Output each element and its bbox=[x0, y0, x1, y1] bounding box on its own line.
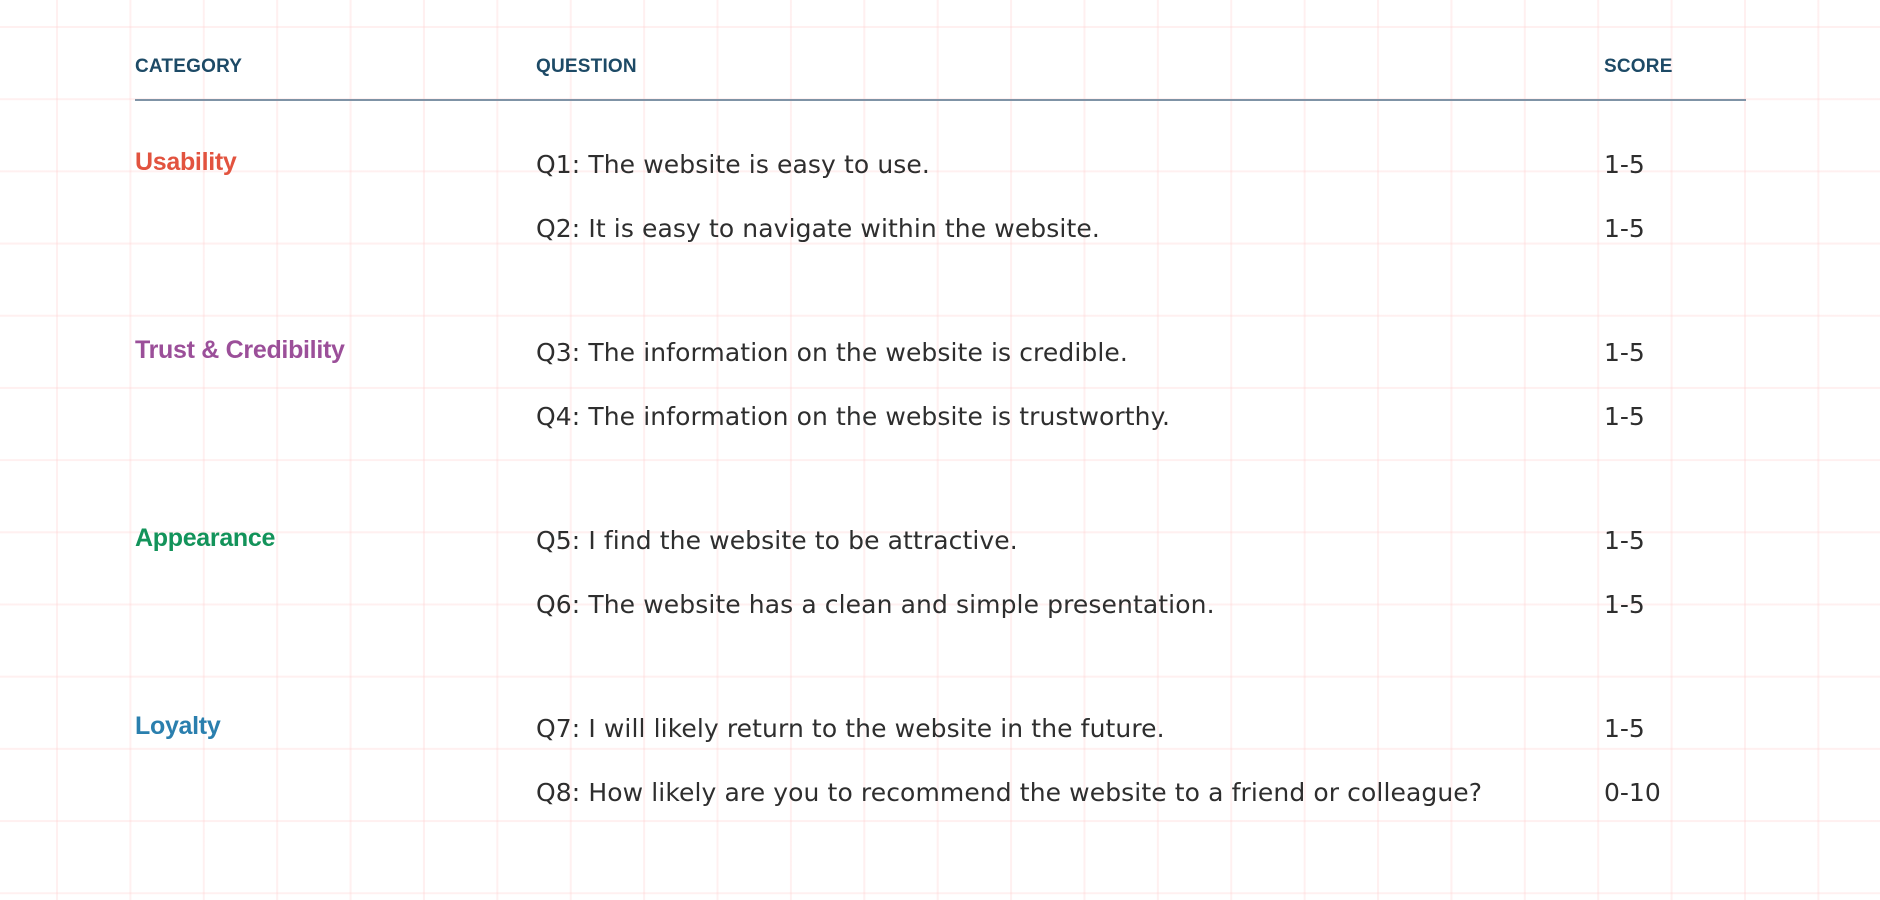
score-range: 1-5 bbox=[1604, 714, 1645, 743]
column-header-score: SCORE bbox=[1604, 56, 1673, 77]
category-section-loyalty bbox=[135, 712, 1746, 900]
table-row bbox=[135, 714, 1746, 748]
column-header-question: QUESTION bbox=[536, 56, 637, 77]
category-label: Trust & Credibility bbox=[135, 336, 345, 364]
table-row bbox=[135, 402, 1746, 436]
column-header-category: CATEGORY bbox=[135, 56, 243, 77]
table-header bbox=[135, 0, 1746, 101]
question-text: Q7: I will likely return to the website in the future. bbox=[536, 714, 1165, 743]
table-row bbox=[135, 150, 1746, 184]
question-text: Q1: The website is easy to use. bbox=[536, 150, 930, 179]
category-section-usability bbox=[135, 148, 1746, 336]
category-section-trust-credibility bbox=[135, 336, 1746, 524]
question-text: Q3: The information on the website is credible. bbox=[536, 338, 1128, 367]
score-range: 1-5 bbox=[1604, 150, 1645, 179]
score-range: 0-10 bbox=[1604, 778, 1661, 807]
score-range: 1-5 bbox=[1604, 590, 1645, 619]
category-label: Appearance bbox=[135, 524, 276, 552]
category-label: Usability bbox=[135, 148, 237, 176]
category-section-appearance bbox=[135, 524, 1746, 712]
question-text: Q4: The information on the website is trustworthy. bbox=[536, 402, 1171, 431]
question-text: Q2: It is easy to navigate within the website. bbox=[536, 214, 1100, 243]
question-text: Q5: I find the website to be attractive. bbox=[536, 526, 1018, 555]
table-row bbox=[135, 338, 1746, 372]
table-row bbox=[135, 778, 1746, 812]
score-range: 1-5 bbox=[1604, 338, 1645, 367]
table-row bbox=[135, 214, 1746, 248]
table-row bbox=[135, 526, 1746, 560]
category-label: Loyalty bbox=[135, 712, 221, 740]
score-range: 1-5 bbox=[1604, 526, 1645, 555]
survey-table bbox=[135, 0, 1746, 807]
score-range: 1-5 bbox=[1604, 402, 1645, 431]
score-range: 1-5 bbox=[1604, 214, 1645, 243]
question-text: Q6: The website has a clean and simple presentation. bbox=[536, 590, 1215, 619]
table-row bbox=[135, 590, 1746, 624]
question-text: Q8: How likely are you to recommend the website to a friend or colleague? bbox=[536, 778, 1483, 807]
